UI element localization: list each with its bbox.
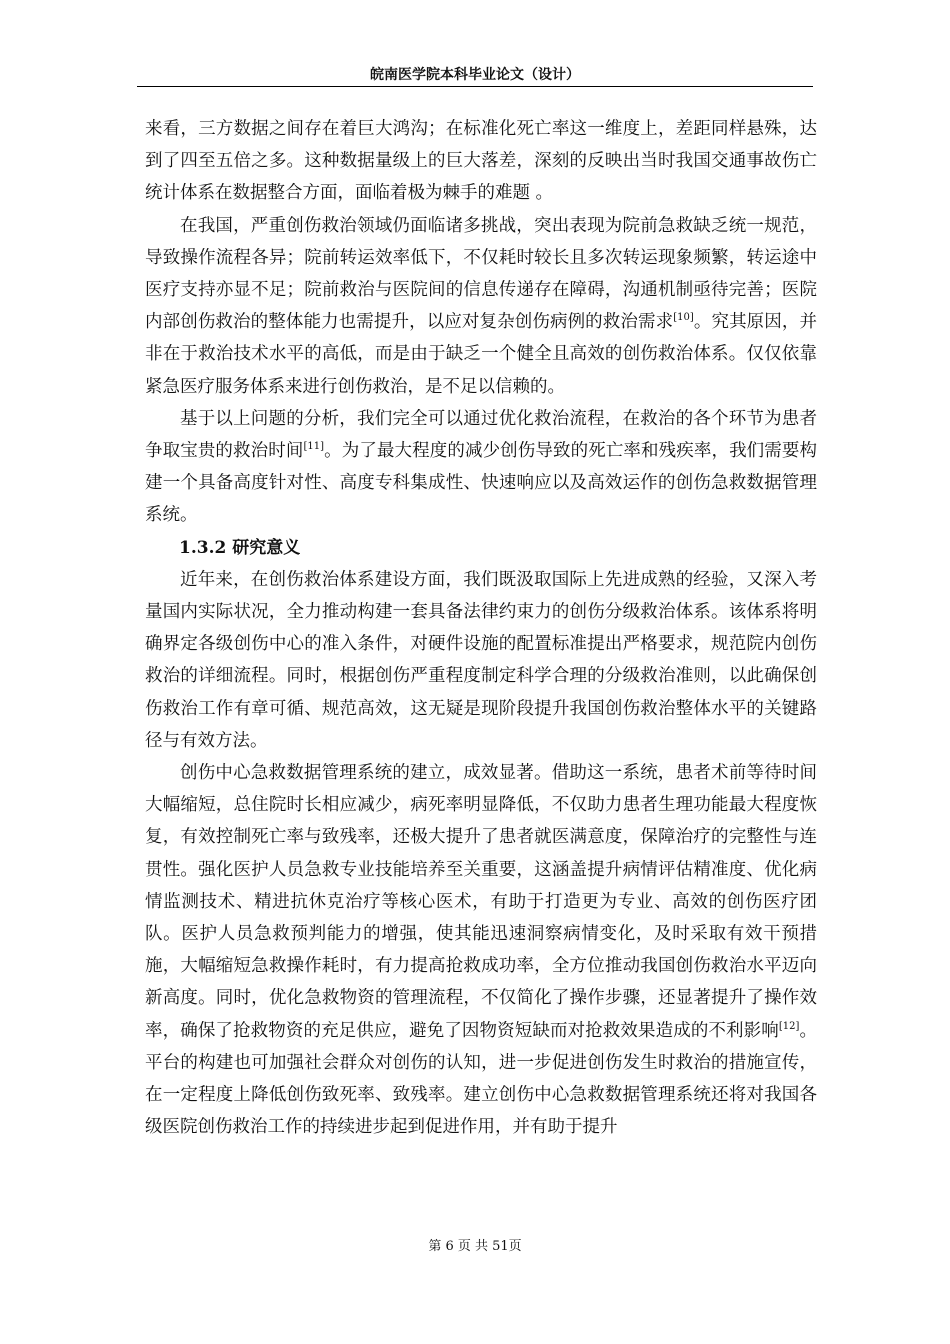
paragraph-3-text-a: 基于以上问题的分析，我们完全可以通过优化救治流程，在救治的各个环节为患者争取宝贵的救治时间 [145,408,817,462]
paragraph-2-text-b: 。究其原因，并非在于救治技术水平的高低，而是由于缺乏一个健全且高效的创伤救治体系。仅仅依靠紧急医疗服务体系来进行创伤救治，是不足以信赖的。 [145,312,818,397]
page-number: 第 6 页 共 51页 [428,1239,522,1254]
page-body [145,113,817,1144]
paragraph-2 [145,210,817,403]
paragraph-3 [145,403,817,532]
section-heading: 1.3.2 研究意义 [179,537,301,558]
paragraph-4: 近年来，在创伤救治体系建设方面，我们既汲取国际上先进成熟的经验，又深入考量国内实际状况，全力推动构建一套具备法律约束力的创伤分级救治体系。该体系将明确界定各级创伤中心的准入条件，对硬件设施的配置标准提出严格要求，规范院内创伤救治的详细流程。同时，根据创伤严重程度制定科学合理的分级救治准则，以此确保创伤救治工作有章可循、规范高效，这无疑是现阶段提升我国创伤救治整体水平的关键路径与有效方法。 [145,569,817,751]
paragraph-1: 来看，三方数据之间存在着巨大鸿沟；在标准化死亡率这一维度上，差距同样悬殊，达到了四至五倍之多。这种数据量级上的巨大落差，深刻的反映出当时我国交通事故伤亡统计体系在数据整合方面，面临着极为棘手的难题 。 [145,119,817,204]
paragraph-2-text-a: 在我国，严重创伤救治领域仍面临诸多挑战，突出表现为院前急救缺乏统一规范，导致操作流程各异；院前转运效率低下，不仅耗时较长且多次转运现象频繁，转运途中医疗支持亦显不足；院前救治与医院间的信息传递存在障碍，沟通机制亟待完善；医院内部创伤救治的整体能力也需提升，以应对复杂创伤病例的救治需求 [145,215,817,333]
running-header: 皖南医学院本科毕业论文（设计） [370,67,580,83]
citation-12: [12] [778,1020,800,1032]
paragraph-5 [145,757,817,1143]
citation-11: [11] [303,441,324,453]
paragraph-5-text-a: 创伤中心急救数据管理系统的建立，成效显著。借助这一系统，患者术前等待时间大幅缩短，总住院时长相应减少，病死率明显降低，不仅助力患者生理功能最大程度恢复，有效控制死亡率与致残率，还极大提升了患者就医满意度，保障治疗的完整性与连贯性。强化医护人员急救专业技能培养至关重要，这涵盖提升病情评估精准度、优化病情监测技术、精进抗休克治疗等核心医术，有助于打造更为专业、高效的创伤医疗团队。医护人员急救预判能力的增强，使其能迅速洞察病情变化，及时采取有效干预措施，大幅缩短急救操作耗时，有力提高抢救成功率，全方位推动我国创伤救治水平迈向新高度。同时，优化急救物资的管理流程，不仅简化了操作步骤，还显著提升了操作效率，确保了抢救物资的充足供应，避免了因物资短缺而对抢救效果造成的不利影响 [145,763,817,1041]
header-rule [137,86,813,87]
citation-10: [10] [673,312,694,324]
paragraph-5-text-b: 。平台的构建也可加强社会群众对创伤的认知，进一步促进创伤发生时救治的措施宣传，在一定程度上降低创伤致死率、致残率。建立创伤中心急救数据管理系统还将对我国各级医院创伤救治工作的持续进步起到促进作用，并有助于提升 [145,1020,817,1138]
paragraph-3-text-b: 。为了最大程度的减少创伤导致的死亡率和残疾率，我们需要构建一个具备高度针对性、高度专科集成性、快速响应以及高效运作的创伤急救数据管理系统。 [145,441,818,526]
